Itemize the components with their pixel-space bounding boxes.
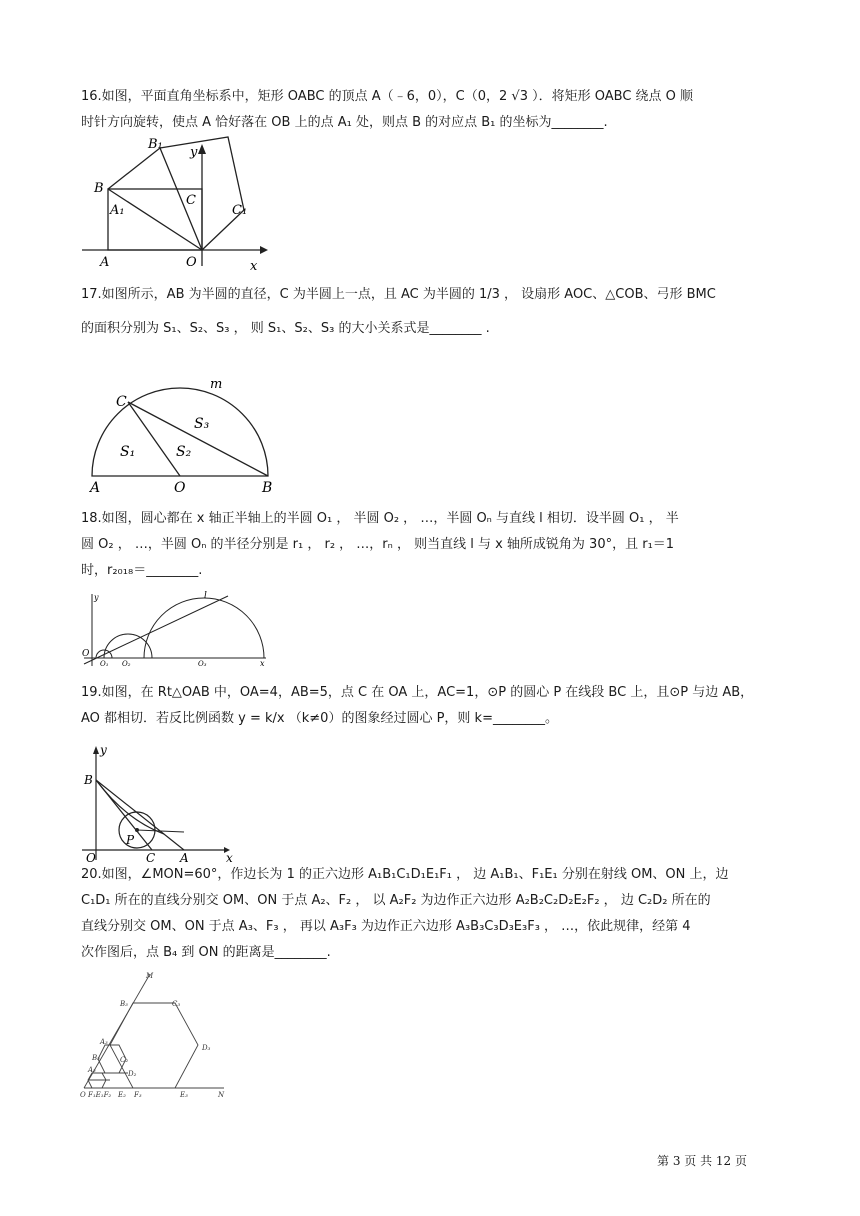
- page-footer: [657, 1152, 753, 1169]
- q20-label-A3: A₃: [100, 1038, 108, 1046]
- q19-figure: [80, 740, 240, 866]
- question-17: [81, 282, 781, 342]
- q18-figure: [80, 590, 270, 670]
- q18-label-x: x: [260, 659, 265, 668]
- q17-label-S3: S₃: [194, 416, 210, 432]
- question-18: [81, 506, 781, 584]
- q18-label-O2: O₂: [122, 660, 131, 668]
- q20-label-C2: C₂: [120, 1056, 129, 1064]
- q19-label-C: C: [146, 851, 156, 865]
- q20-label-E3: E₃: [180, 1091, 188, 1099]
- q20-label-B2: B₂: [92, 1054, 100, 1062]
- question-19: [81, 680, 781, 732]
- q19-line1: 19.如图，在 Rt△OAB 中，OA=4，AB=5，点 C 在 OA 上，AC=1，⊙P 的圆心 P 在线段 BC 上，且⊙P 与边 AB，: [81, 685, 754, 700]
- q16-label-A: A: [100, 255, 110, 270]
- question-16: [81, 84, 781, 136]
- q20-label-A2: A₂: [88, 1066, 96, 1074]
- q17-label-S2: S₂: [176, 444, 192, 460]
- q16-line2: 时针方向旋转，使点 A 恰好落在 OB 上的点 A₁ 处，则点 B 的对应点 B₁ 的坐标为________.: [81, 115, 608, 130]
- q18-label-l: l: [204, 591, 207, 601]
- q19-label-y: y: [100, 743, 107, 757]
- q20-label-M: M: [146, 972, 154, 980]
- q17-line2: 的面积分别为 S₁、S₂、S₃ ， 则 S₁、S₂、S₃ 的大小关系式是________ .: [81, 321, 490, 336]
- q19-label-A: A: [180, 851, 189, 865]
- q16-label-C: C: [186, 193, 196, 208]
- q17-label-O: O: [174, 480, 186, 494]
- q20-label-O: O: [80, 1091, 86, 1099]
- q19-label-B: B: [84, 773, 93, 787]
- q20-label-B3: B₃: [120, 1000, 128, 1008]
- q17-line1: 17.如图所示，AB 为半圆的直径，C 为半圆上一点，且 AC 为半圆的 1/3 ， 设扇形 AOC、△COB、弓形 BMC: [81, 287, 716, 302]
- footer-text: 第 3 页 共 12 页: [657, 1154, 747, 1168]
- q20-label-F3: F₃: [134, 1091, 142, 1099]
- q20-line1: 20.如图，∠MON=60°，作边长为 1 的正六边形 A₁B₁C₁D₁E₁F₁ ， 边 A₁B₁、F₁E₁ 分别在射线 OM、ON 上，边: [81, 867, 729, 882]
- q16-label-B: B: [94, 181, 104, 196]
- q20-label-N: N: [218, 1091, 225, 1099]
- q18-label-O3: O₃: [198, 660, 207, 668]
- q20-label-D2: D₂: [128, 1070, 137, 1078]
- q16-label-x: x: [250, 259, 258, 274]
- q17-label-C: C: [116, 394, 127, 410]
- question-20: [81, 862, 781, 966]
- q18-label-O1: O₁: [100, 660, 109, 668]
- q20-label-F: F₁E₁F₂: [88, 1091, 112, 1099]
- q16-label-B1: B₁: [148, 137, 163, 152]
- q19-label-O: O: [86, 851, 96, 865]
- q17-label-S1: S₁: [120, 444, 136, 460]
- q16-line1: 16.如图，平面直角坐标系中，矩形 OABC 的顶点 A（﹣6，0），C（0，2 √3 ）．将矩形 OABC 绕点 O 顺: [81, 89, 694, 104]
- q20-line2: C₁D₁ 所在的直线分别交 OM、ON 于点 A₂、F₂ ， 以 A₂F₂ 为边作正六边形 A₂B₂C₂D₂E₂F₂ ， 边 C₂D₂ 所在的: [81, 893, 711, 908]
- q17-label-A: A: [90, 480, 101, 494]
- q20-label-D3: D₃: [202, 1044, 211, 1052]
- q19-label-P: P: [126, 833, 135, 847]
- q16-label-C1: C₁: [232, 203, 248, 218]
- q16-label-A1: A₁: [110, 203, 125, 218]
- q18-label-y: y: [94, 593, 99, 602]
- q20-label-E2: E₂: [118, 1091, 126, 1099]
- q20-figure: [78, 970, 238, 1104]
- q17-label-m: m: [210, 377, 223, 392]
- q19-label-x: x: [226, 851, 233, 865]
- q16-figure: [80, 134, 270, 274]
- q18-line1: 18.如图，圆心都在 x 轴正半轴上的半圆 O₁ ， 半圆 O₂ ， …，半圆 Oₙ 与直线 l 相切．设半圆 O₁ ， 半: [81, 511, 679, 526]
- q16-label-O: O: [186, 255, 197, 270]
- q20-label-C3: C₃: [172, 1000, 181, 1008]
- q19-line2: AO 都相切．若反比例函数 y = k/x （k≠0）的图象经过圆心 P，则 k=________。: [81, 711, 558, 726]
- q20-line4: 次作图后，点 B₄ 到 ON 的距离是________.: [81, 945, 331, 960]
- q17-label-B: B: [262, 480, 273, 494]
- q18-line3: 时，r₂₀₁₈＝________.: [81, 563, 203, 578]
- q18-label-O: O: [82, 649, 90, 659]
- q17-figure: [84, 372, 284, 494]
- q20-line3: 直线分别交 OM、ON 于点 A₃、F₃ ， 再以 A₃F₃ 为边作正六边形 A₃B₃C₃D₃E₃F₃ ， …，依此规律，经第 4: [81, 919, 691, 934]
- q18-line2: 圆 O₂ ， …，半圆 Oₙ 的半径分别是 r₁ ， r₂ ， …，rₙ ， 则当直线 l 与 x 轴所成锐角为 30°，且 r₁＝1: [81, 537, 675, 552]
- q16-label-y: y: [190, 145, 198, 160]
